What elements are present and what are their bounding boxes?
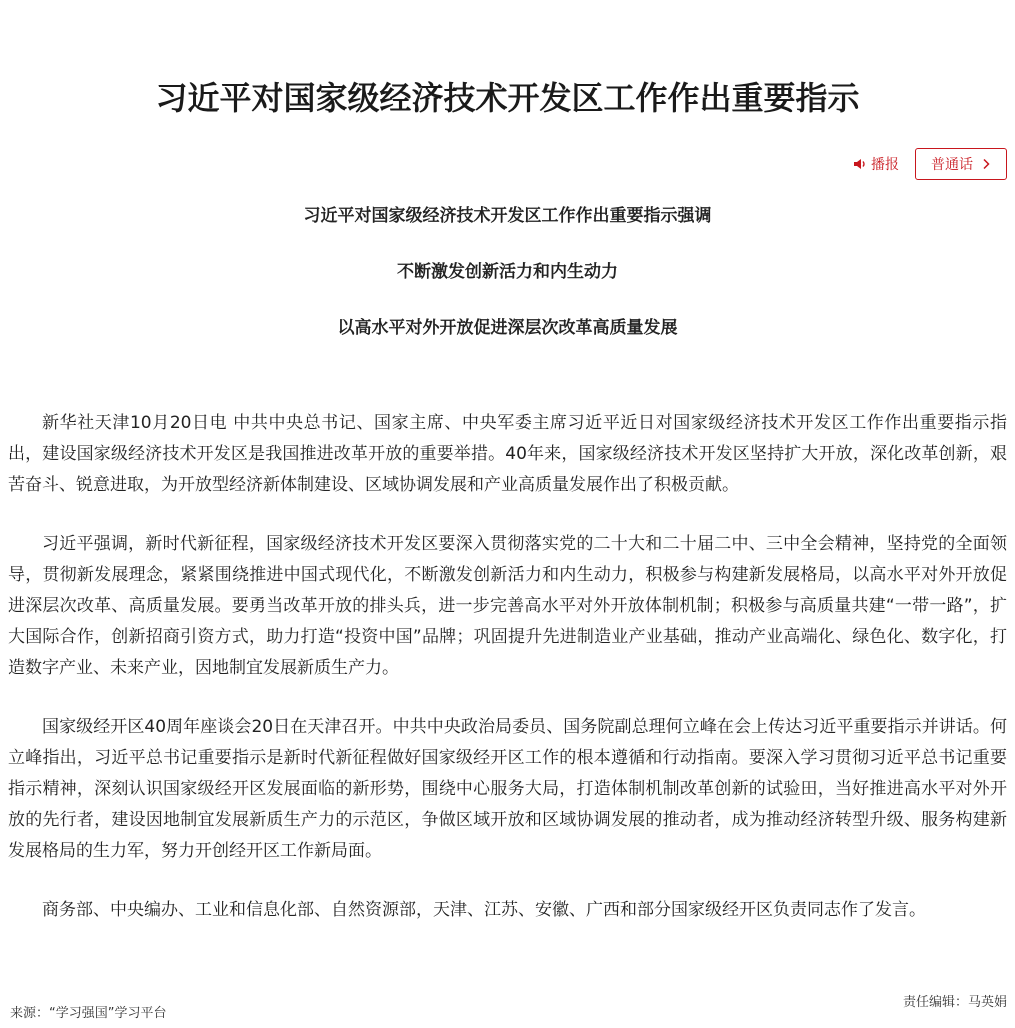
- chevron-right-icon: [981, 158, 991, 170]
- subtitle-line-2: 不断激发创新活力和内生动力: [397, 262, 618, 282]
- editor-label: 责任编辑：马英娟: [902, 995, 1007, 1010]
- play-label: 播报: [871, 157, 899, 173]
- language-label: 普通话: [931, 157, 973, 173]
- speaker-icon: [853, 157, 867, 171]
- paragraph: 商务部、中央编办、工业和信息化部、自然资源部，天津、江苏、安徽、广西和部分国家级经开区负责同志作了发言。: [42, 900, 926, 920]
- paragraph: 习近平强调，新时代新征程，国家级经济技术开发区要深入贯彻落实党的二十大和二十届二中、三中全会精神，坚持党的全面领导，贯彻新发展理念，紧紧围绕推进中国式现代化，不断激发创新活力和内生动力，积极参与构建新发展格局，以高水平对外开放促进深层次改革、高质量发展。要勇当改革开放的排头兵，进一步完善高水平对外开放体制机制；积极参与高质量共建“一带一路”，扩大国际合作，创新招商引资方式，助力打造“投资中国”品牌；巩固提升先进制造业产业基础，推动产业高端化、绿色化、数字化，打造数字产业、未来产业，因地制宜发展新质生产力。: [8, 534, 1007, 678]
- audio-toolbar: [853, 147, 1007, 181]
- subtitle-line-3: 以高水平对外开放促进深层次改革高质量发展: [337, 318, 678, 338]
- paragraph: 新华社天津10月20日电 中共中央总书记、国家主席、中央军委主席习近平近日对国家级经济技术开发区工作作出重要指示指出，建设国家级经济技术开发区是我国推进改革开放的重要举措。40年来，国家级经济技术开发区坚持扩大开放，深化改革创新，艰苦奋斗、锐意进取，为开放型经济新体制建设、区域协调发展和产业高质量发展作出了积极贡献。: [8, 413, 1007, 495]
- article-title: 习近平对国家级经济技术开发区工作作出重要指示: [155, 79, 860, 118]
- language-select-button[interactable]: [915, 148, 1007, 180]
- article-body: [8, 408, 1007, 954]
- source-label: 来源：“学习强国”学习平台: [10, 1006, 167, 1021]
- play-button[interactable]: [853, 154, 899, 174]
- paragraph: 国家级经开区40周年座谈会20日在天津召开。中共中央政治局委员、国务院副总理何立峰在会上传达习近平重要指示并讲话。何立峰指出，习近平总书记重要指示是新时代新征程做好国家级经开区工作的根本遵循和行动指南。要深入学习贯彻习近平总书记重要指示精神，深刻认识国家级经开区发展面临的新形势，围绕中心服务大局，打造体制机制改革创新的试验田，当好推进高水平对外开放的先行者，建设因地制宜发展新质生产力的示范区，争做区域开放和区域协调发展的推动者，成为推动经济转型升级、服务构建新发展格局的生力军，努力开创经开区工作新局面。: [8, 717, 1007, 861]
- subtitle-line-1: 习近平对国家级经济技术开发区工作作出重要指示强调: [303, 206, 712, 226]
